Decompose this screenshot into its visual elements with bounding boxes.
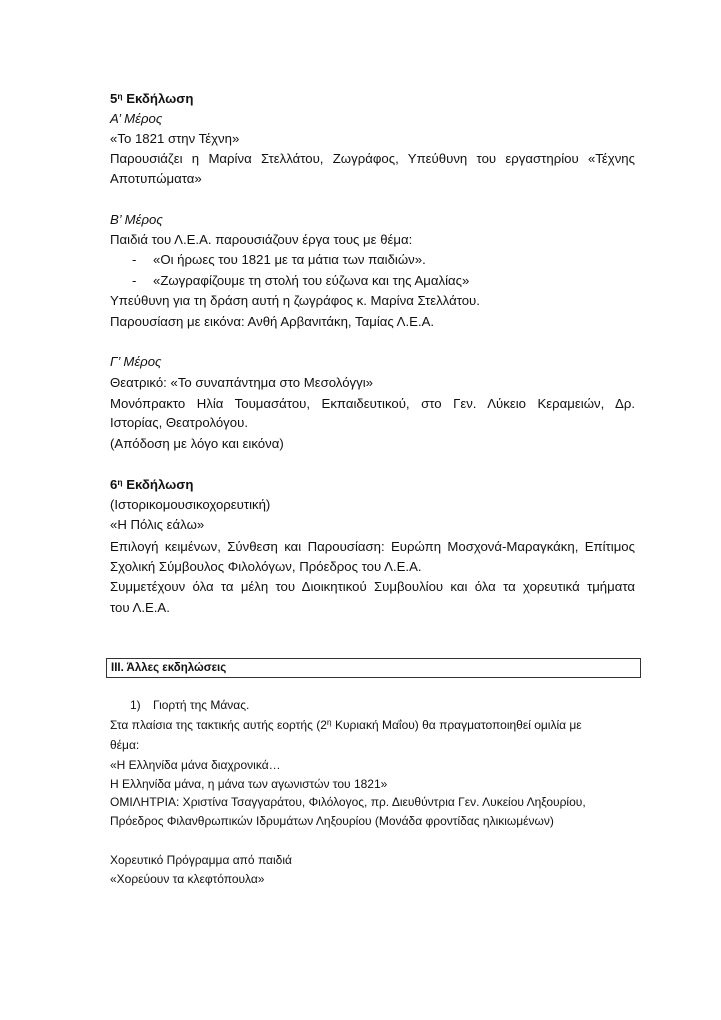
event5-heading — [110, 89, 193, 109]
event5-partB-bullet-1: «Οι ήρωες του 1821 με τα μάτια των παιδιών». — [153, 252, 426, 267]
section3-dance2: «Χορεύουν τα κλεφτόπουλα» — [110, 872, 265, 886]
section3-theme1: «Η Ελληνίδα μάνα διαχρονικά… — [110, 758, 281, 772]
event5-partA-line2: Αποτυπώματα» — [110, 171, 202, 186]
event5-partA-title: «Το 1821 στην Τέχνη» — [110, 131, 240, 146]
event5-partB-responsible: Υπεύθυνη για τη δράση αυτή η ζωγράφος κ. Μαρίνα Στελλάτου. — [110, 293, 480, 308]
event6-heading — [110, 475, 193, 495]
event5-partB-label: Β’ Μέρος — [110, 212, 163, 227]
section3-speaker1: ΟΜΙΛΗΤΡΙΑ: Χριστίνα Τσαγγαράτου, Φιλόλογος, πρ. Διευθύντρια Γεν. Λυκείου Ληξουρίου, — [110, 795, 586, 809]
event6-title: «Η Πόλις εάλω» — [110, 517, 205, 532]
section3-context-line2: θέμα: — [110, 738, 140, 752]
event5-heading-word: Εκδήλωση — [126, 91, 194, 106]
bullet-dash: - — [132, 252, 137, 267]
event6-line2: Σχολική Σύμβουλος Φιλολόγων, Πρόεδρος του Λ.Ε.Α. — [110, 559, 422, 574]
event6-line4: του Λ.Ε.Α. — [110, 600, 170, 615]
event5-partB-intro: Παιδιά του Λ.Ε.Α. παρουσιάζουν έργα τους με θέμα: — [110, 232, 413, 247]
event6-heading-word: Εκδήλωση — [126, 477, 194, 492]
event5-partA-line1: Παρουσιάζει η Μαρίνα Στελλάτου, Ζωγράφος, Υπεύθυνη του εργαστηρίου «Τέχνης — [110, 151, 635, 166]
section3-title: ΙΙΙ. Άλλες εκδηλώσεις — [111, 662, 227, 674]
context-sup: η — [326, 717, 332, 727]
event5-partC-label: Γ’ Μέρος — [110, 354, 162, 369]
section3-item1-title: Γιορτή της Μάνας. — [153, 698, 250, 712]
event5-partC-line1: Μονόπρακτο Ηλία Τουμασάτου, Εκπαιδευτικού, στο Γεν. Λύκειο Κεραμειών, Δρ. — [110, 396, 635, 411]
context-text-a: Στα πλαίσια της τακτικής αυτής εορτής (2 — [110, 718, 327, 732]
event6-genre: (Ιστορικομουσικοχορευτική) — [110, 497, 271, 512]
section3-item1-number: 1) — [130, 698, 141, 712]
event6-line3: Συμμετέχουν όλα τα μέλη του Διοικητικού Συμβουλίου και όλα τα χορευτικά τμήματα — [110, 579, 635, 594]
event5-partB-presentation: Παρουσίαση με εικόνα: Ανθή Αρβανιτάκη, Ταμίας Λ.Ε.Α. — [110, 314, 435, 329]
event5-partC-theatre: Θεατρικό: «Το συναπάντημα στο Μεσολόγγι» — [110, 375, 373, 390]
event5-partC-line2: Ιστορίας, Θεατρολόγου. — [110, 415, 248, 430]
event5-heading-sup: η — [117, 91, 123, 101]
event5-heading-number: 5 — [110, 91, 118, 106]
section3-dance1: Χορευτικό Πρόγραμμα από παιδιά — [110, 853, 292, 867]
event6-heading-sup: η — [117, 477, 123, 487]
section3-header-box — [106, 658, 641, 678]
context-text-b: Κυριακή Μαΐου) θα πραγματοποιηθεί ομιλία με — [331, 718, 582, 732]
event5-partC-note: (Απόδοση με λόγο και εικόνα) — [110, 436, 284, 451]
event5-partA-label: Α’ Μέρος — [110, 111, 163, 126]
event6-heading-number: 6 — [110, 477, 118, 492]
section3-theme2: Η Ελληνίδα μάνα, η μάνα των αγωνιστών του 1821» — [110, 777, 388, 791]
event5-partB-bullet-2: «Ζωγραφίζουμε τη στολή του εύζωνα και της Αμαλίας» — [153, 273, 470, 288]
section3-context-line1 — [110, 716, 582, 734]
event6-line1: Επιλογή κειμένων, Σύνθεση και Παρουσίαση: Ευρώπη Μοσχονά-Μαραγκάκη, Επίτιμος — [110, 539, 635, 554]
section3-speaker2: Πρόεδρος Φιλανθρωπικών Ιδρυμάτων Ληξουρίου (Μονάδα φροντίδας ηλικιωμένων) — [110, 814, 554, 828]
bullet-dash: - — [132, 273, 137, 288]
